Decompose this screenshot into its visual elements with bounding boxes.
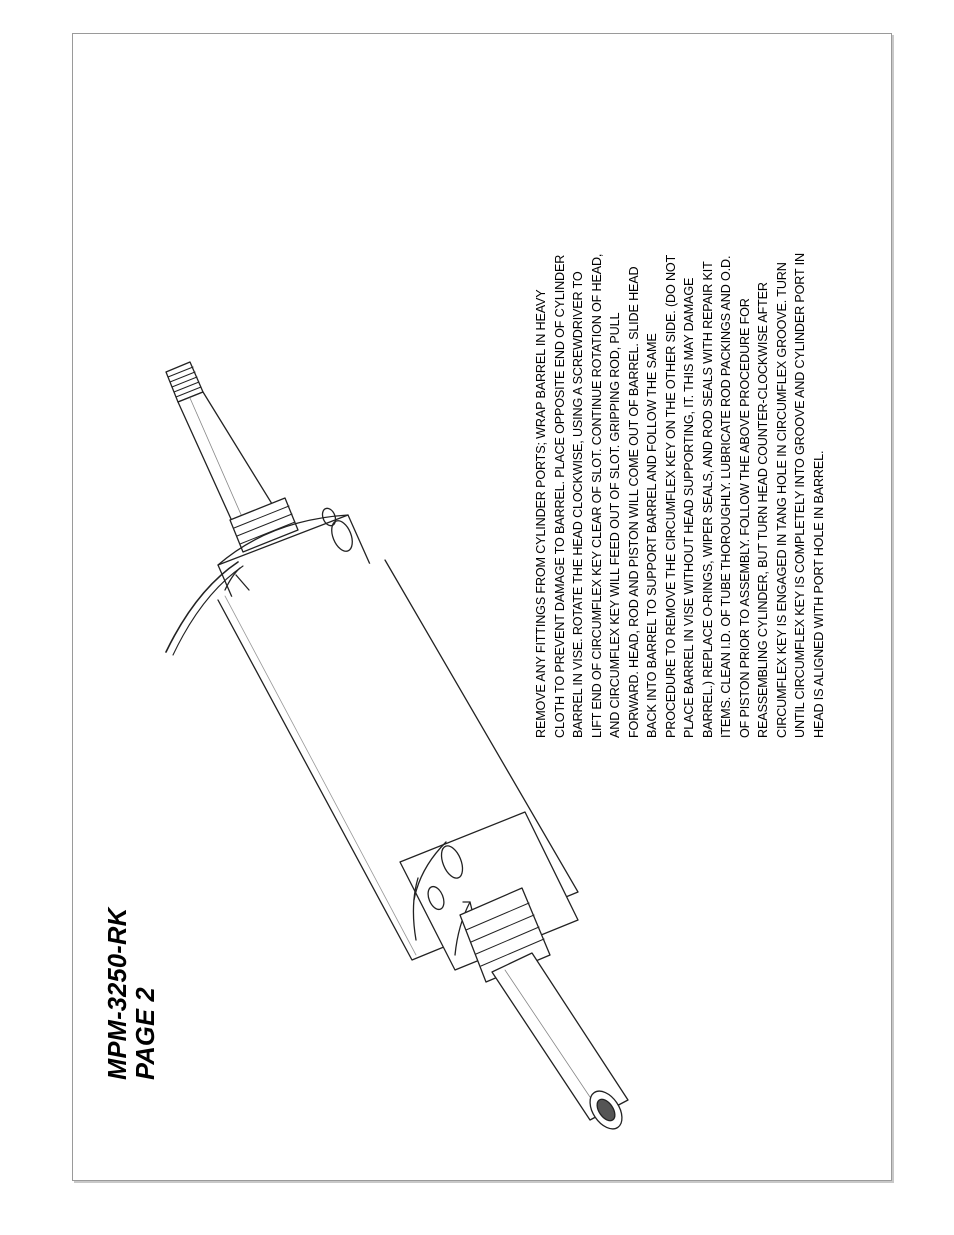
document-title xyxy=(104,870,160,1080)
instruction-line: CIRCUMFLEX KEY IS ENGAGED IN TANG HOLE IN CIRCUMFLEX GROOVE. TURN xyxy=(774,262,789,738)
instruction-line: PROCEDURE TO REMOVE THE CIRCUMFLEX KEY ON THE OTHER SIDE. (DO NOT xyxy=(663,254,678,738)
instruction-line: BACK INTO BARREL TO SUPPORT BARREL AND FOLLOW THE SAME xyxy=(645,333,659,738)
part-number: MPM-3250-RK xyxy=(104,907,132,1080)
instruction-line: PLACE BARREL IN VISE WITHOUT HEAD SUPPORTING, IT. THIS MAY DAMAGE xyxy=(682,277,696,738)
instruction-line: AND CIRCUMFLEX KEY WILL FEED OUT OF SLOT. GRIPPING ROD, PULL xyxy=(608,312,622,738)
instruction-line: ITEMS. CLEAN I.D. OF TUBE THOROUGHLY. LUBRICATE ROD PACKINGS AND O.D. xyxy=(719,255,733,738)
instruction-line: BARREL IN VISE. ROTATE THE HEAD CLOCKWISE, USING A SCREWDRIVER TO xyxy=(571,271,585,738)
instruction-line: HEAD IS ALIGNED WITH PORT HOLE IN BARREL. xyxy=(811,450,826,738)
instruction-line: LIFT END OF CIRCUMFLEX KEY CLEAR OF SLOT. CONTINUE ROTATION OF HEAD, xyxy=(589,253,604,738)
instruction-line: FORWARD. HEAD, ROD AND PISTON WILL COME OUT OF BARREL. SLIDE HEAD xyxy=(626,266,641,738)
instruction-line: OF PISTON PRIOR TO ASSEMBLY. FOLLOW THE ABOVE PROCEDURE FOR xyxy=(737,298,752,738)
instruction-line: BARREL.) REPLACE O-RINGS, WIPER SEALS, AND ROD SEALS WITH REPAIR KIT xyxy=(700,261,715,738)
instruction-line: UNTIL CIRCUMFLEX KEY IS COMPLETELY INTO GROOVE AND CYLINDER PORT IN xyxy=(793,253,807,738)
instruction-line: REMOVE ANY FITTINGS FROM CYLINDER PORTS; WRAP BARREL IN HEAVY xyxy=(534,289,548,738)
instructions-block xyxy=(532,48,828,738)
page-number: PAGE 2 xyxy=(132,987,160,1080)
instruction-line: REASSEMBLING CYLINDER, BUT TURN HEAD COUNTER-CLOCKWISE AFTER xyxy=(756,282,770,738)
instruction-line: CLOTH TO PREVENT DAMAGE TO BARREL. PLACE OPPOSITE END OF CYLINDER xyxy=(552,254,567,738)
